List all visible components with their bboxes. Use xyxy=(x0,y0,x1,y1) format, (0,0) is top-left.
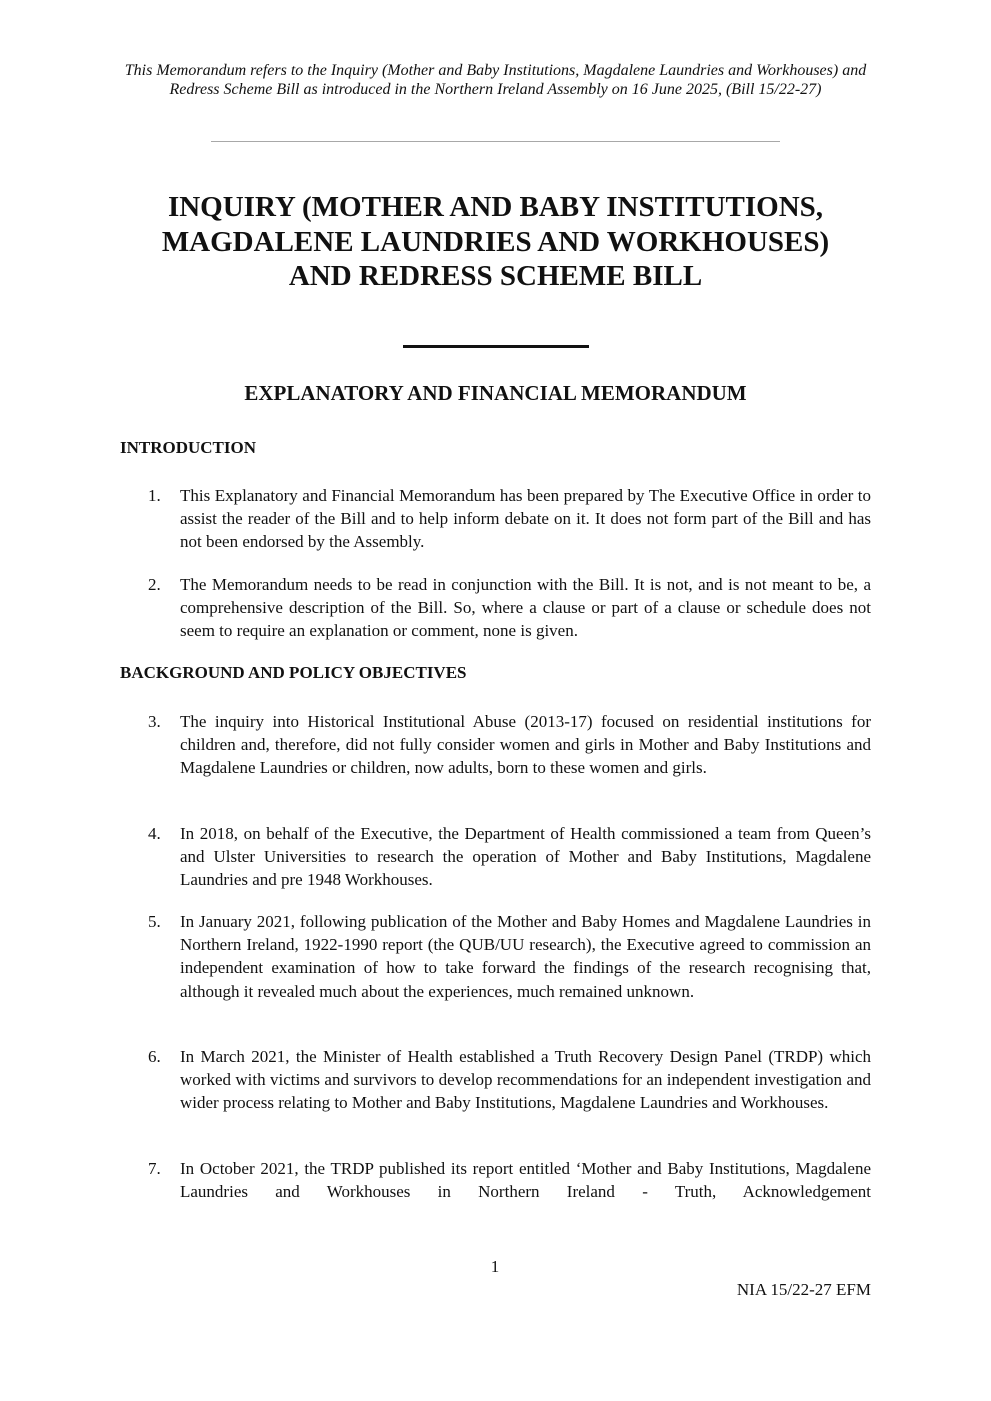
paragraph-4 xyxy=(120,822,871,892)
paragraph-number: 4. xyxy=(148,824,161,843)
paragraph-number: 1. xyxy=(148,486,161,505)
section-heading-introduction: INTRODUCTION xyxy=(120,438,257,457)
section-heading-background: BACKGROUND AND POLICY OBJECTIVES xyxy=(120,663,467,682)
paragraph-number: 3. xyxy=(148,712,161,731)
paragraph-text: In January 2021, following publication of the Mother and Baby Homes and Magdalene Laundries in Northern Ireland, 1922-1990 report (the QUB/UU research), the Executive agreed to commission an independent examination of how to take forward the findings of the research recognising that, although it revealed much about the experiences, much remained unknown. xyxy=(180,912,871,1001)
page-number: 1 xyxy=(490,1257,500,1276)
paragraph-number: 2. xyxy=(148,575,161,594)
header-divider xyxy=(211,141,780,142)
document-reference: NIA 15/22-27 EFM xyxy=(736,1280,871,1299)
title-divider xyxy=(403,345,589,348)
paragraph-text: In March 2021, the Minister of Health established a Truth Recovery Design Panel (TRDP) which worked with victims and survivors to develop recommendations for an independent investigation and wider process relating to Mother and Baby Institutions, Magdalene Laundries and Workhouses. xyxy=(180,1047,871,1113)
bill-title xyxy=(100,190,891,294)
paragraph-6 xyxy=(120,1045,871,1115)
paragraph-number: 7. xyxy=(148,1159,161,1178)
paragraph-text: In 2018, on behalf of the Executive, the Department of Health commissioned a team from Queen’s and Ulster Universities to research the operation of Mother and Baby Institutions, Magdalene Laundries and pre 1948 Workhouses. xyxy=(180,824,871,890)
paragraph-3 xyxy=(120,710,871,780)
header-note: This Memorandum refers to the Inquiry (Mother and Baby Institutions, Magdalene Laundries and Workhouses) and Redress Scheme Bill as introduced in the Northern Ireland Assembly on 16 June 2025, (Bill 15/22-27) xyxy=(124,62,867,98)
bill-title-line-3: AND REDRESS SCHEME BILL xyxy=(288,260,703,292)
bill-title-line-2: MAGDALENE LAUNDRIES AND WORKHOUSES) xyxy=(161,225,830,258)
paragraph-text: The inquiry into Historical Institutional Abuse (2013-17) focused on residential institutions for children and, therefore, did not fully consider women and girls in Mother and Baby Institutions and Magdalene Laundries or children, now adults, born to these women and girls. xyxy=(180,712,871,778)
memorandum-title: EXPLANATORY AND FINANCIAL MEMORANDUM xyxy=(244,381,747,405)
paragraph-text: The Memorandum needs to be read in conjunction with the Bill. It is not, and is not meant to be, a comprehensive description of the Bill. So, where a clause or part of a clause or schedule does not seem to require an explanation or comment, none is given. xyxy=(180,575,871,641)
paragraph-2 xyxy=(120,573,871,643)
paragraph-text: This Explanatory and Financial Memorandum has been prepared by The Executive Office in order to assist the reader of the Bill and to help inform debate on it. It does not form part of the Bill and has not been endorsed by the Assembly. xyxy=(180,486,871,552)
paragraph-1 xyxy=(120,484,871,554)
paragraph-5 xyxy=(120,910,871,1003)
paragraph-number: 5. xyxy=(148,912,161,931)
paragraph-7 xyxy=(120,1157,871,1203)
paragraph-number: 6. xyxy=(148,1047,161,1066)
bill-title-line-1: INQUIRY (MOTHER AND BABY INSTITUTIONS, xyxy=(167,191,824,223)
paragraph-text: In October 2021, the TRDP published its report entitled ‘Mother and Baby Institutions, Magdalene Laundries and Workhouses in Northern Ireland - Truth, Acknowledgement xyxy=(180,1159,871,1202)
